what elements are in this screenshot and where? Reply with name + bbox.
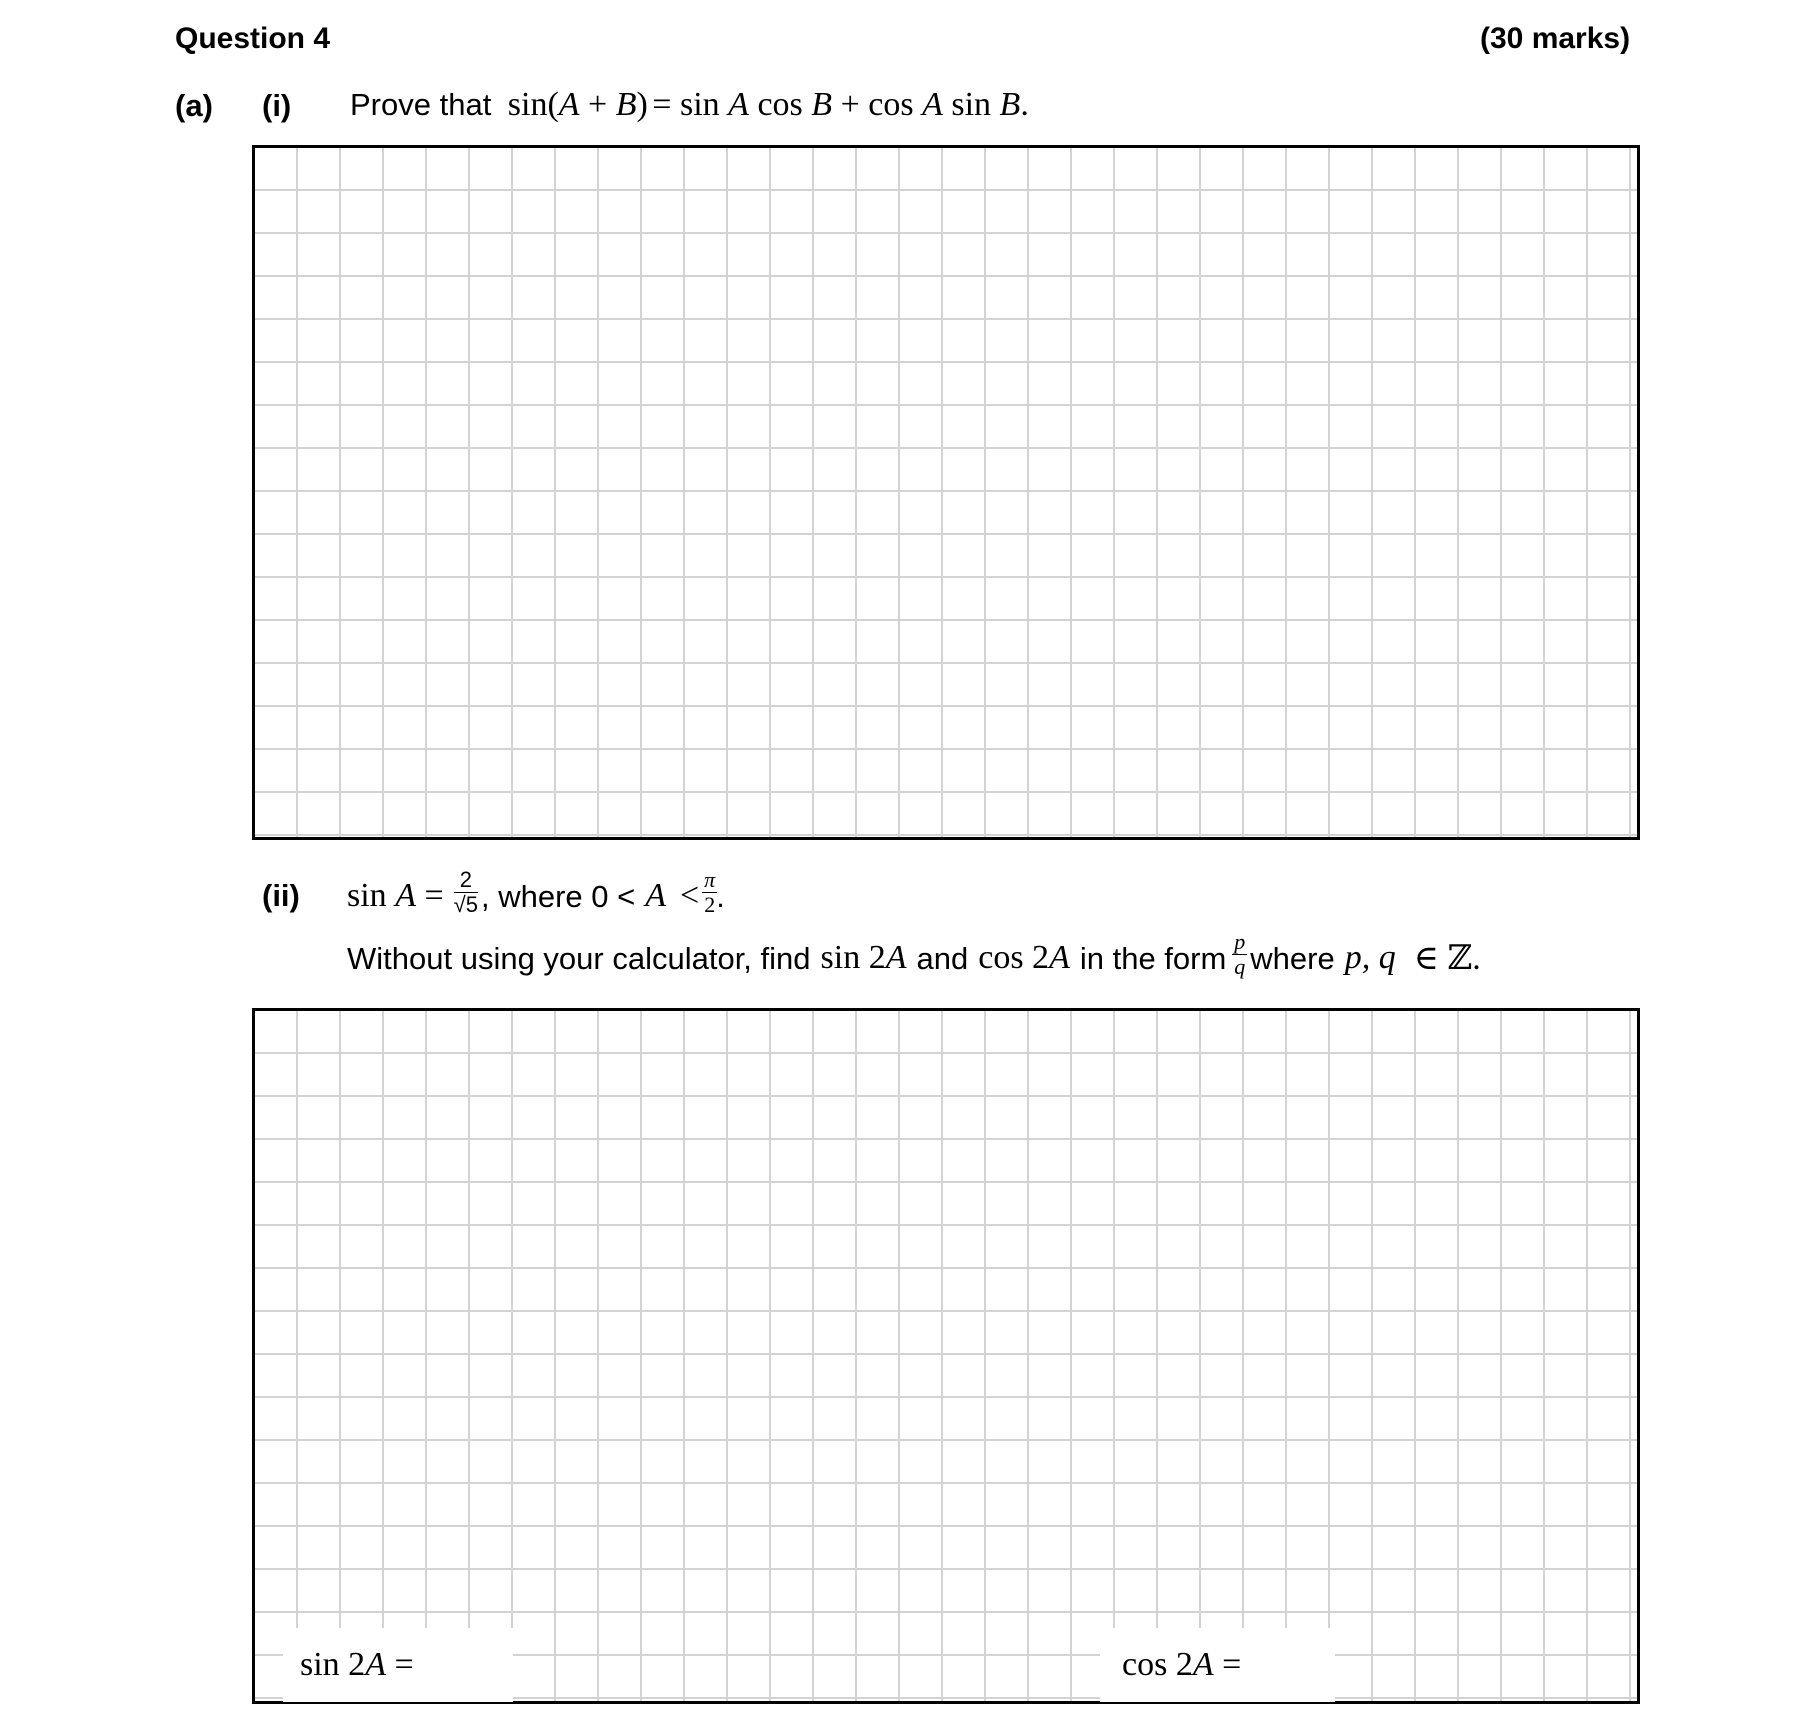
part-ii-label: (ii) [262, 878, 300, 913]
part-ii-given: sin A = $\frac{2}{√5}$ , where 0 < A < $\frac{\pi}{2}$ . [347, 867, 725, 917]
question-marks: (30 marks) [1480, 22, 1631, 55]
cos2a-answer-label [1100, 1628, 1335, 1702]
part-ii-instruction: Without using your calculator, find sin 2A and cos 2A in the form $\frac{p}{q}$ where p, q ∈ ℤ. [347, 929, 1481, 979]
cos2a-label-text: cos 2A = [1122, 1646, 1242, 1683]
expr-cos2a: cos 2A [978, 939, 1070, 976]
sin2a-label-text: sin 2A = [300, 1646, 414, 1683]
answer-box-part-ii[interactable] [252, 1008, 1640, 1704]
question-title: Question 4 [175, 22, 331, 55]
prove-that-text: Prove that [350, 87, 492, 122]
given-lhs: sin A = [347, 877, 444, 914]
given-fraction: $\frac{2}{√5}$ [453, 867, 478, 917]
identity-rhs: sin A cos B + cos A sin B. [679, 86, 1029, 123]
form-fraction: $\frac{p}{q}$ [1234, 929, 1246, 979]
bound-fraction: $\frac{\pi}{2}$ [704, 867, 716, 917]
answer-box-part-i[interactable] [252, 145, 1640, 840]
part-i-prompt: Prove that sin(A + B) = sin A cos B + cos A sin B. [350, 86, 1029, 123]
part-a-label: (a) [175, 88, 213, 123]
sin2a-answer-label [283, 1628, 513, 1702]
part-i-label: (i) [262, 88, 292, 123]
expr-sin2a: sin 2A [820, 939, 907, 976]
identity-lhs: sin(A + B) [507, 86, 648, 123]
